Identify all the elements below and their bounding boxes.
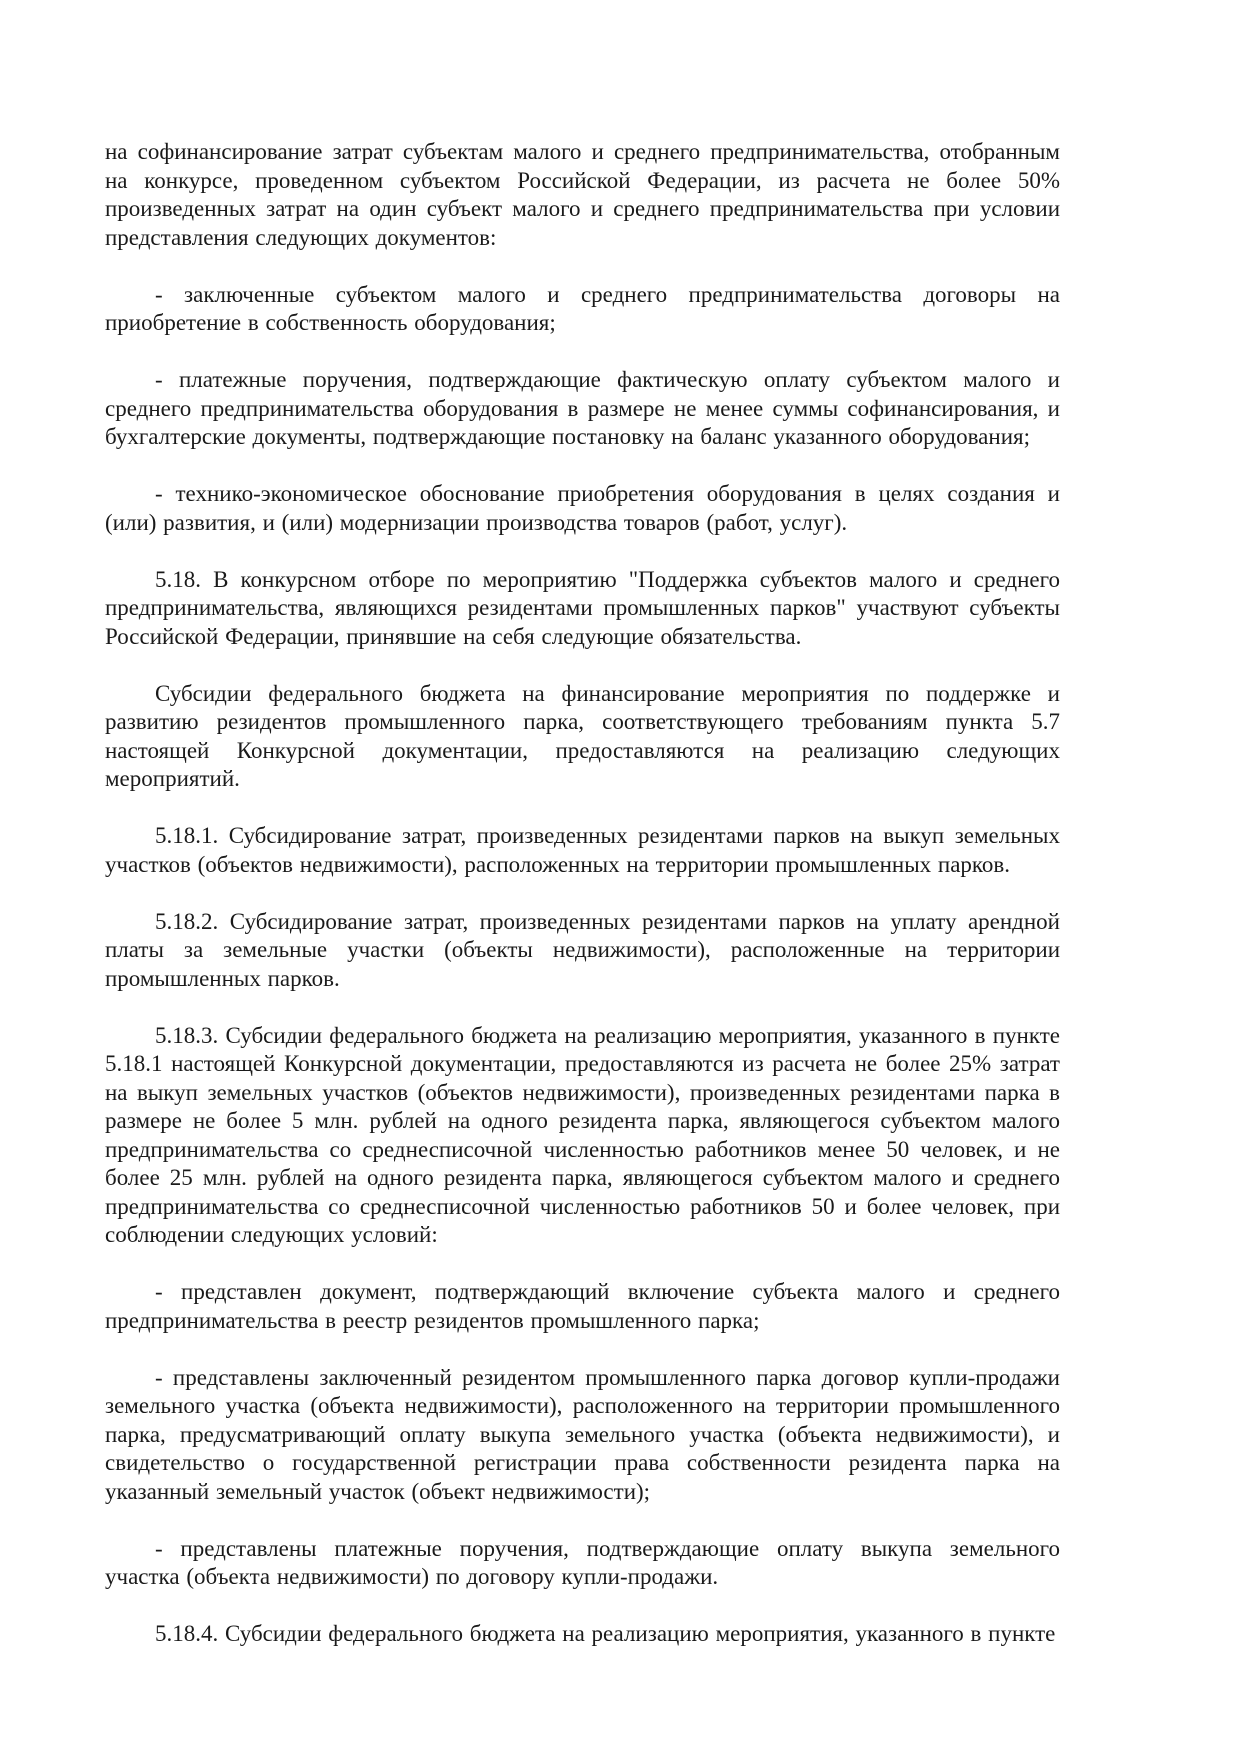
paragraph: на софинансирование затрат субъектам малого и среднего предпринимательства, отобранным на конкурсе, проведенном субъектом Российской Федерации, из расчета не более 50% произведенных затрат на один субъект малого и среднего предпринимательства при условии представления следующих документов:	[105, 139, 1060, 250]
paragraph: 5.18.1. Субсидирование затрат, произведенных резидентами парков на выкуп земельных участков (объектов недвижимости), расположенных на территории промышленных парков.	[105, 823, 1060, 877]
paragraph: 5.18. В конкурсном отборе по мероприятию "Поддержка субъектов малого и среднего предпринимательства, являющихся резидентами промышленных парков" участвуют субъекты Российской Федерации, принявшие на себя следующие обязательства.	[105, 566, 1060, 649]
paragraph: 5.18.4. Субсидии федерального бюджета на реализацию мероприятия, указанного в пункте	[155, 1621, 1056, 1646]
paragraph: - представлены заключенный резидентом промышленного парка договор купли-продажи земельного участка (объекта недвижимости), расположенного на территории промышленного парка, предусматривающий оплату выкупа земельного участка (объекта недвижимости), и свидетельство о государственной регистрации права собственности резидента парка на указанный земельный участок (объект недвижимости);	[105, 1364, 1060, 1504]
document-content	[105, 138, 1060, 1649]
paragraph: Субсидии федерального бюджета на финансирование мероприятия по поддержке и развитию резидентов промышленного парка, соответствующего требованиям пункта 5.7 настоящей Конкурсной документации, предоставляются на реализацию следующих мероприятий.	[105, 680, 1060, 791]
paragraph: - представлен документ, подтверждающий включение субъекта малого и среднего предпринимательства в реестр резидентов промышленного парка;	[105, 1279, 1060, 1333]
paragraph: - технико-экономическое обоснование приобретения оборудования в целях создания и (или) развития, и (или) модернизации производства товаров (работ, услуг).	[105, 481, 1060, 535]
paragraph: 5.18.2. Субсидирование затрат, произведенных резидентами парков на уплату арендной платы за земельные участки (объекты недвижимости), расположенные на территории промышленных парков.	[105, 908, 1060, 991]
paragraph: 5.18.3. Субсидии федерального бюджета на реализацию мероприятия, указанного в пункте 5.18.1 настоящей Конкурсной документации, предоставляются из расчета не более 25% затрат на выкуп земельных участков (объектов недвижимости), произведенных резидентами парка в размере не более 5 млн. рублей на одного резидента парка, являющегося субъектом малого предпринимательства со среднесписочной численностью работников менее 50 человек, и не более 25 млн. рублей на одного резидента парка, являющегося субъектом малого и среднего предпринимательства со среднесписочной численностью работников 50 и более человек, при соблюдении следующих условий:	[105, 1022, 1060, 1247]
paragraph: - представлены платежные поручения, подтверждающие оплату выкупа земельного участка (объекта недвижимости) по договору купли-продажи.	[105, 1535, 1060, 1589]
paragraph: - заключенные субъектом малого и среднего предпринимательства договоры на приобретение в собственность оборудования;	[105, 281, 1060, 335]
paragraph: - платежные поручения, подтверждающие фактическую оплату субъектом малого и среднего предпринимательства оборудования в размере не менее суммы софинансирования, и бухгалтерские документы, подтверждающие постановку на баланс указанного оборудования;	[105, 367, 1060, 449]
